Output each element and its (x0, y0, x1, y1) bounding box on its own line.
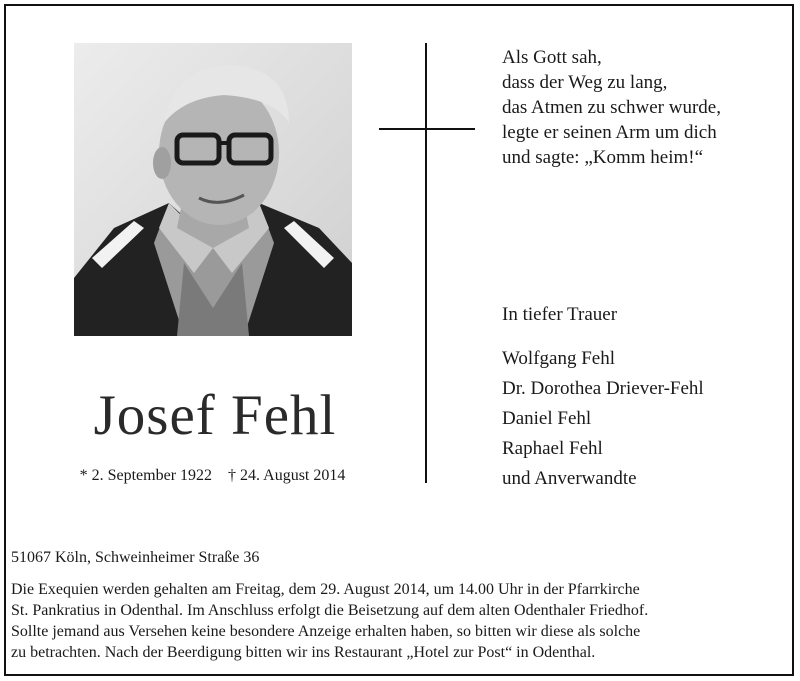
notice-line: St. Pankratius in Odenthal. Im Anschluss erfolgt die Beisetzung auf dem alten Odenthaler Friedhof. (11, 602, 649, 619)
mourner-name: Raphael Fehl (502, 438, 603, 459)
cross-horizontal-bar (379, 128, 475, 130)
mourner-name: Daniel Fehl (502, 408, 592, 429)
poem-line: das Atmen zu schwer wurde, (502, 97, 721, 118)
poem-line: legte er seinen Arm um dich (502, 122, 717, 143)
mourners-list (502, 344, 704, 494)
deceased-name: Josef Fehl (93, 384, 337, 447)
life-dates: * 2. September 1922 † 24. August 2014 (79, 467, 346, 484)
cross-vertical-bar (425, 43, 427, 483)
mourner-name: und Anverwandte (502, 468, 637, 489)
family-address: 51067 Köln, Schweinheimer Straße 36 (11, 549, 260, 566)
poem-line: dass der Weg zu lang, (502, 72, 668, 93)
mourner-name: Wolfgang Fehl (502, 348, 615, 369)
notice-line: Die Exequien werden gehalten am Freitag, dem 29. August 2014, um 14.00 Uhr in der Pfarrkirche (11, 581, 640, 598)
poem-line: und sagte: „Komm heim!“ (502, 147, 704, 168)
notice-line: Sollte jemand aus Versehen keine besondere Anzeige erhalten haben, so bitten wir diese als solche (11, 623, 641, 640)
notice-line: zu betrachten. Nach der Beerdigung bitten wir ins Restaurant „Hotel zur Post“ in Odenthal. (11, 644, 596, 661)
mourning-heading: In tiefer Trauer (502, 304, 618, 325)
portrait-photo (74, 43, 352, 336)
portrait-image (74, 43, 352, 336)
mourner-name: Dr. Dorothea Driever-Fehl (502, 378, 704, 399)
poem-line: Als Gott sah, (502, 47, 602, 68)
memorial-poem (502, 45, 721, 170)
funeral-notice (11, 579, 791, 663)
